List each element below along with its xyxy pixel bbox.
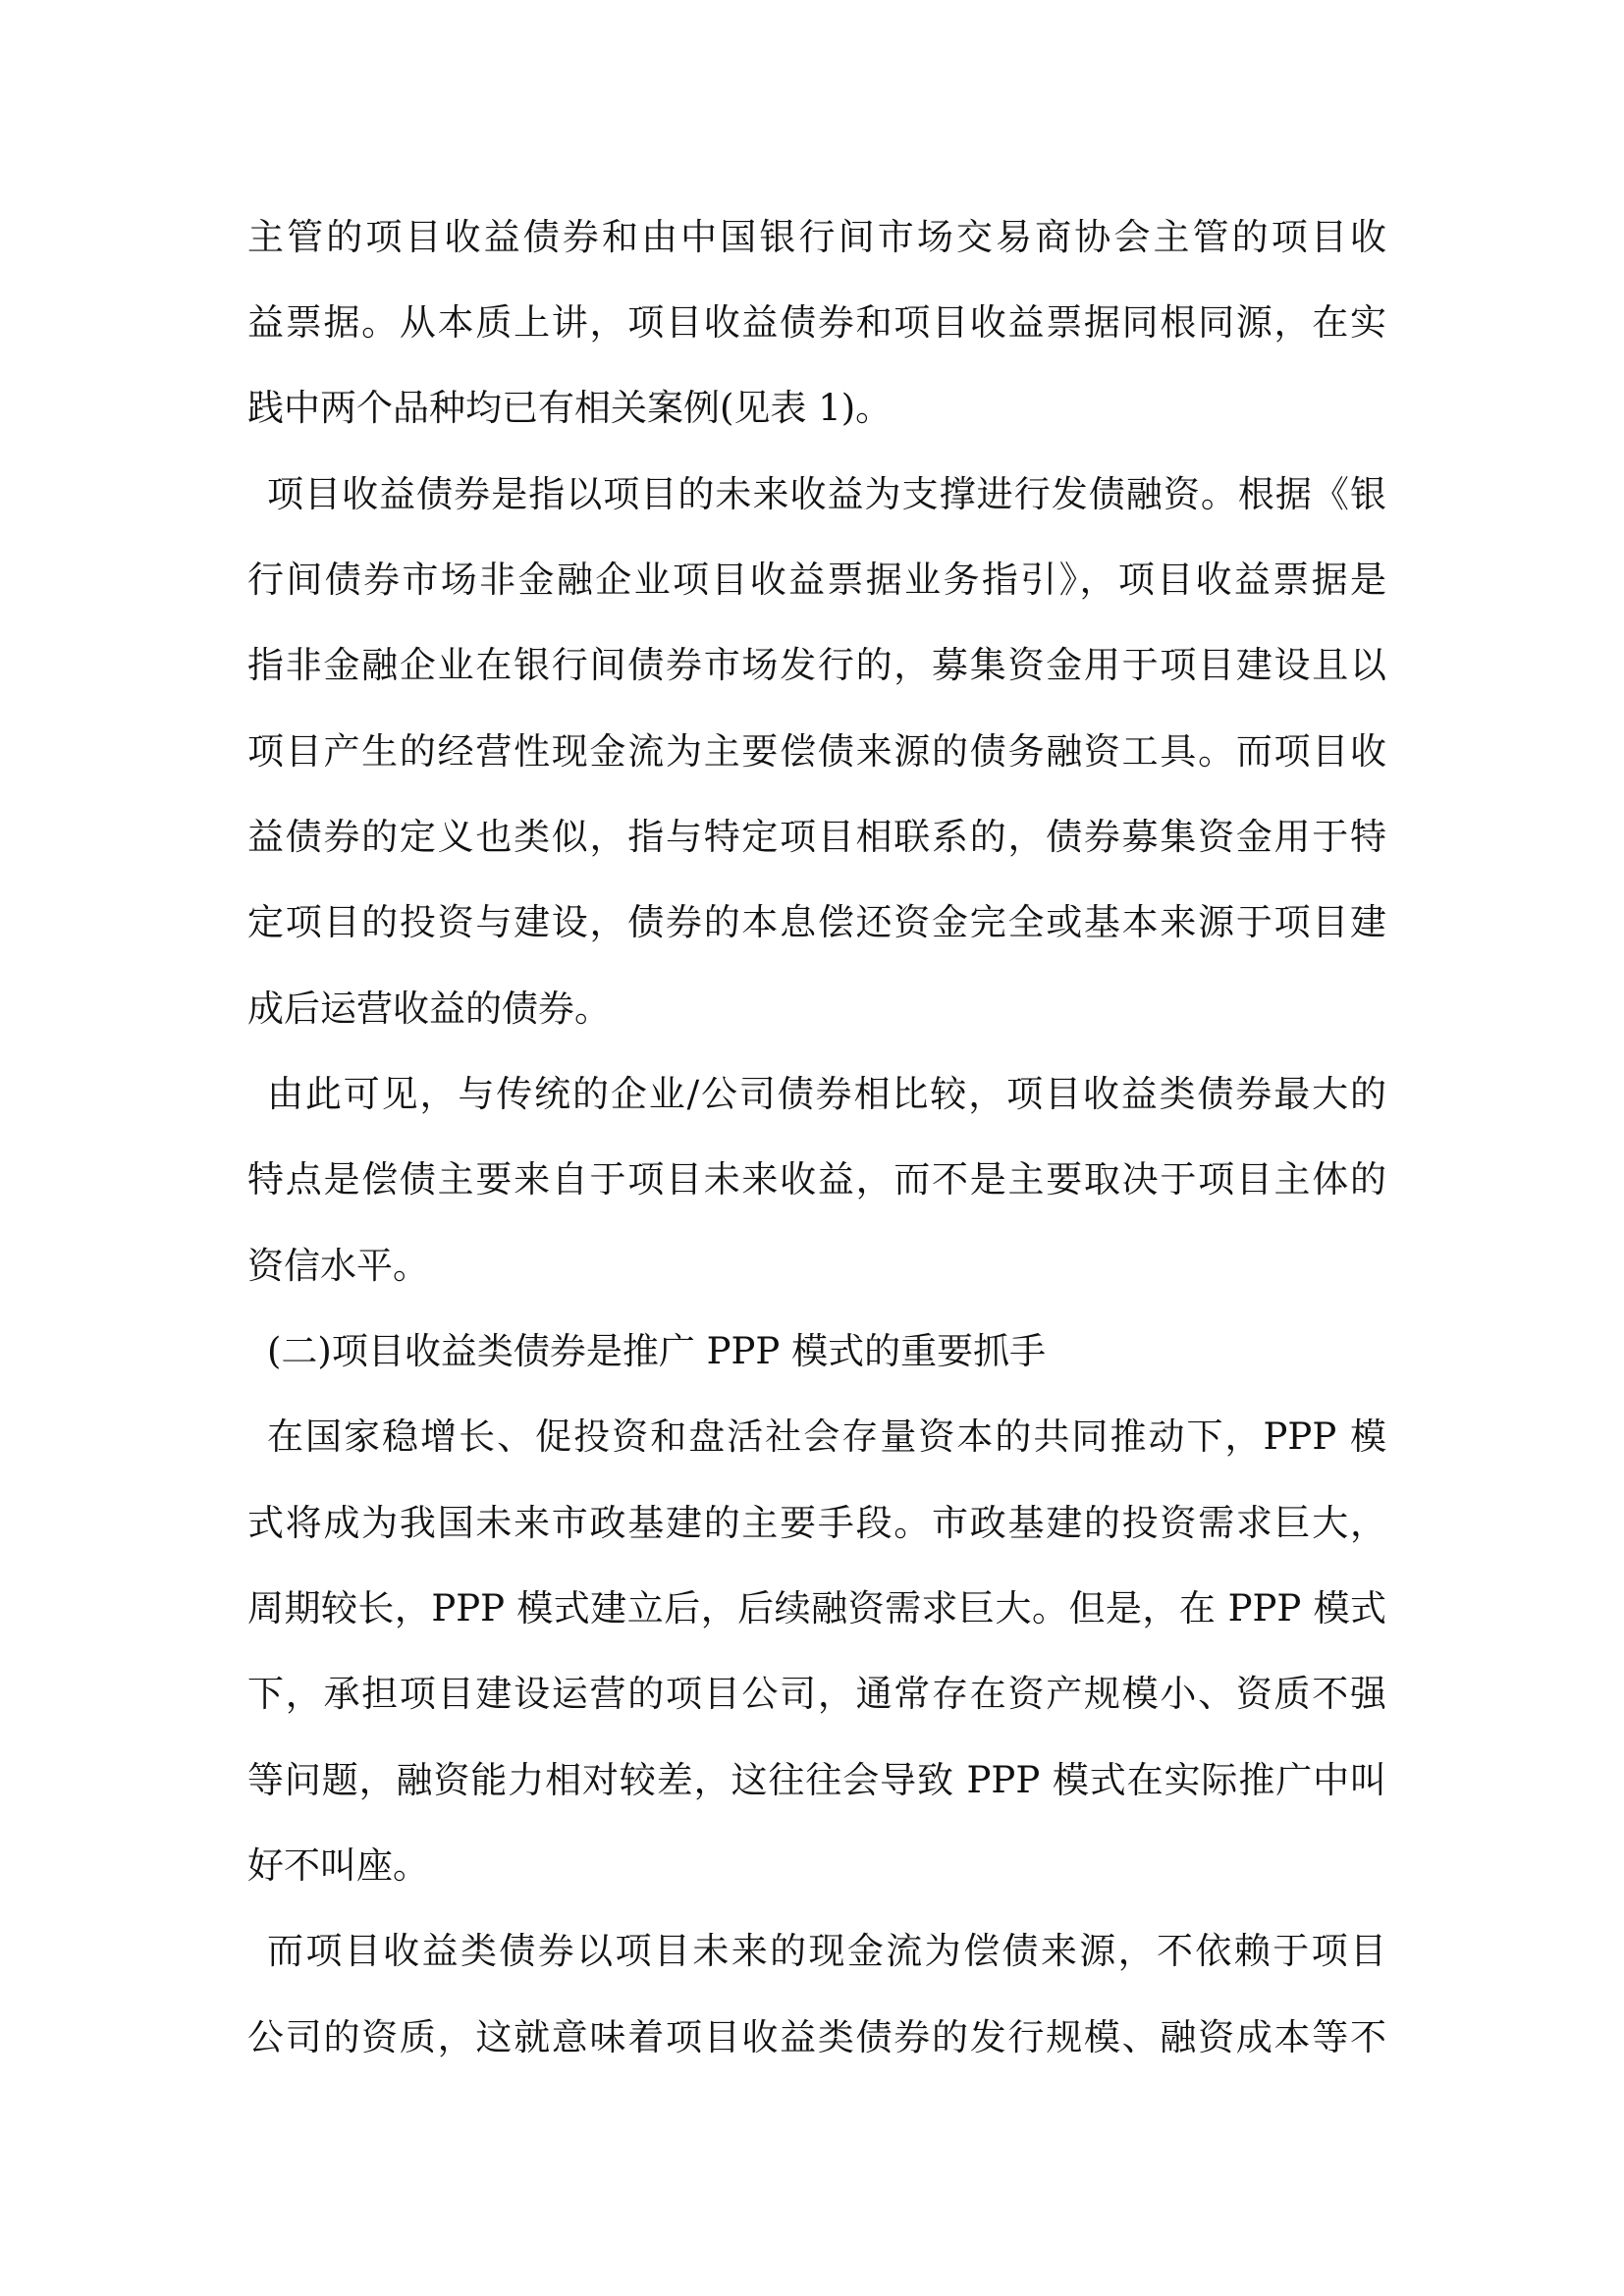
- text-line: 周期较长，PPP 模式建立后，后续融资需求巨大。但是，在 PPP 模式: [247, 1587, 1386, 1629]
- text-line: 好不叫座。: [247, 1844, 429, 1887]
- paragraph-first-line: 在国家稳增长、促投资和盘活社会存量资本的共同推动下，PPP 模: [267, 1415, 1386, 1458]
- text-line: 定项目的投资与建设，债券的本息偿还资金完全或基本来源于项目建: [247, 901, 1386, 943]
- text-line: 指非金融企业在银行间债券市场发行的，募集资金用于项目建设且以: [247, 644, 1386, 686]
- text-line: 式将成为我国未来市政基建的主要手段。市政基建的投资需求巨大，: [247, 1502, 1386, 1544]
- text-line: 益债券的定义也类似，指与特定项目相联系的，债券募集资金用于特: [247, 816, 1386, 858]
- text-line: 下，承担项目建设运营的项目公司，通常存在资产规模小、资质不强: [247, 1673, 1386, 1715]
- text-line: 资信水平。: [247, 1245, 429, 1287]
- paragraph-first-line: 而项目收益类债券以项目未来的现金流为偿债来源，不依赖于项目: [267, 1930, 1386, 1972]
- text-line: 成后运营收益的债券。: [247, 988, 611, 1030]
- text-line: 特点是偿债主要来自于项目未来收益，而不是主要取决于项目主体的: [247, 1158, 1386, 1201]
- section-heading: (二)项目收益类债券是推广 PPP 模式的重要抓手: [267, 1330, 1047, 1372]
- text-line: 主管的项目收益债券和由中国银行间市场交易商协会主管的项目收: [247, 216, 1386, 258]
- paragraph-first-line: 由此可见，与传统的企业/公司债券相比较，项目收益类债券最大的: [267, 1073, 1386, 1115]
- text-line: 益票据。从本质上讲，项目收益债券和项目收益票据同根同源，在实: [247, 301, 1386, 344]
- text-line: 行间债券市场非金融企业项目收益票据业务指引》，项目收益票据是: [247, 559, 1386, 601]
- paragraph-first-line: 项目收益债券是指以项目的未来收益为支撑进行发债融资。根据《银: [267, 473, 1386, 515]
- text-line: 项目产生的经营性现金流为主要偿债来源的债务融资工具。而项目收: [247, 730, 1386, 773]
- text-line: 公司的资质，这就意味着项目收益类债券的发行规模、融资成本等不: [247, 2016, 1386, 2058]
- text-line: 等问题，融资能力相对较差，这往往会导致 PPP 模式在实际推广中叫: [247, 1759, 1386, 1801]
- text-line: 践中两个品种均已有相关案例(见表 1)。: [247, 387, 893, 429]
